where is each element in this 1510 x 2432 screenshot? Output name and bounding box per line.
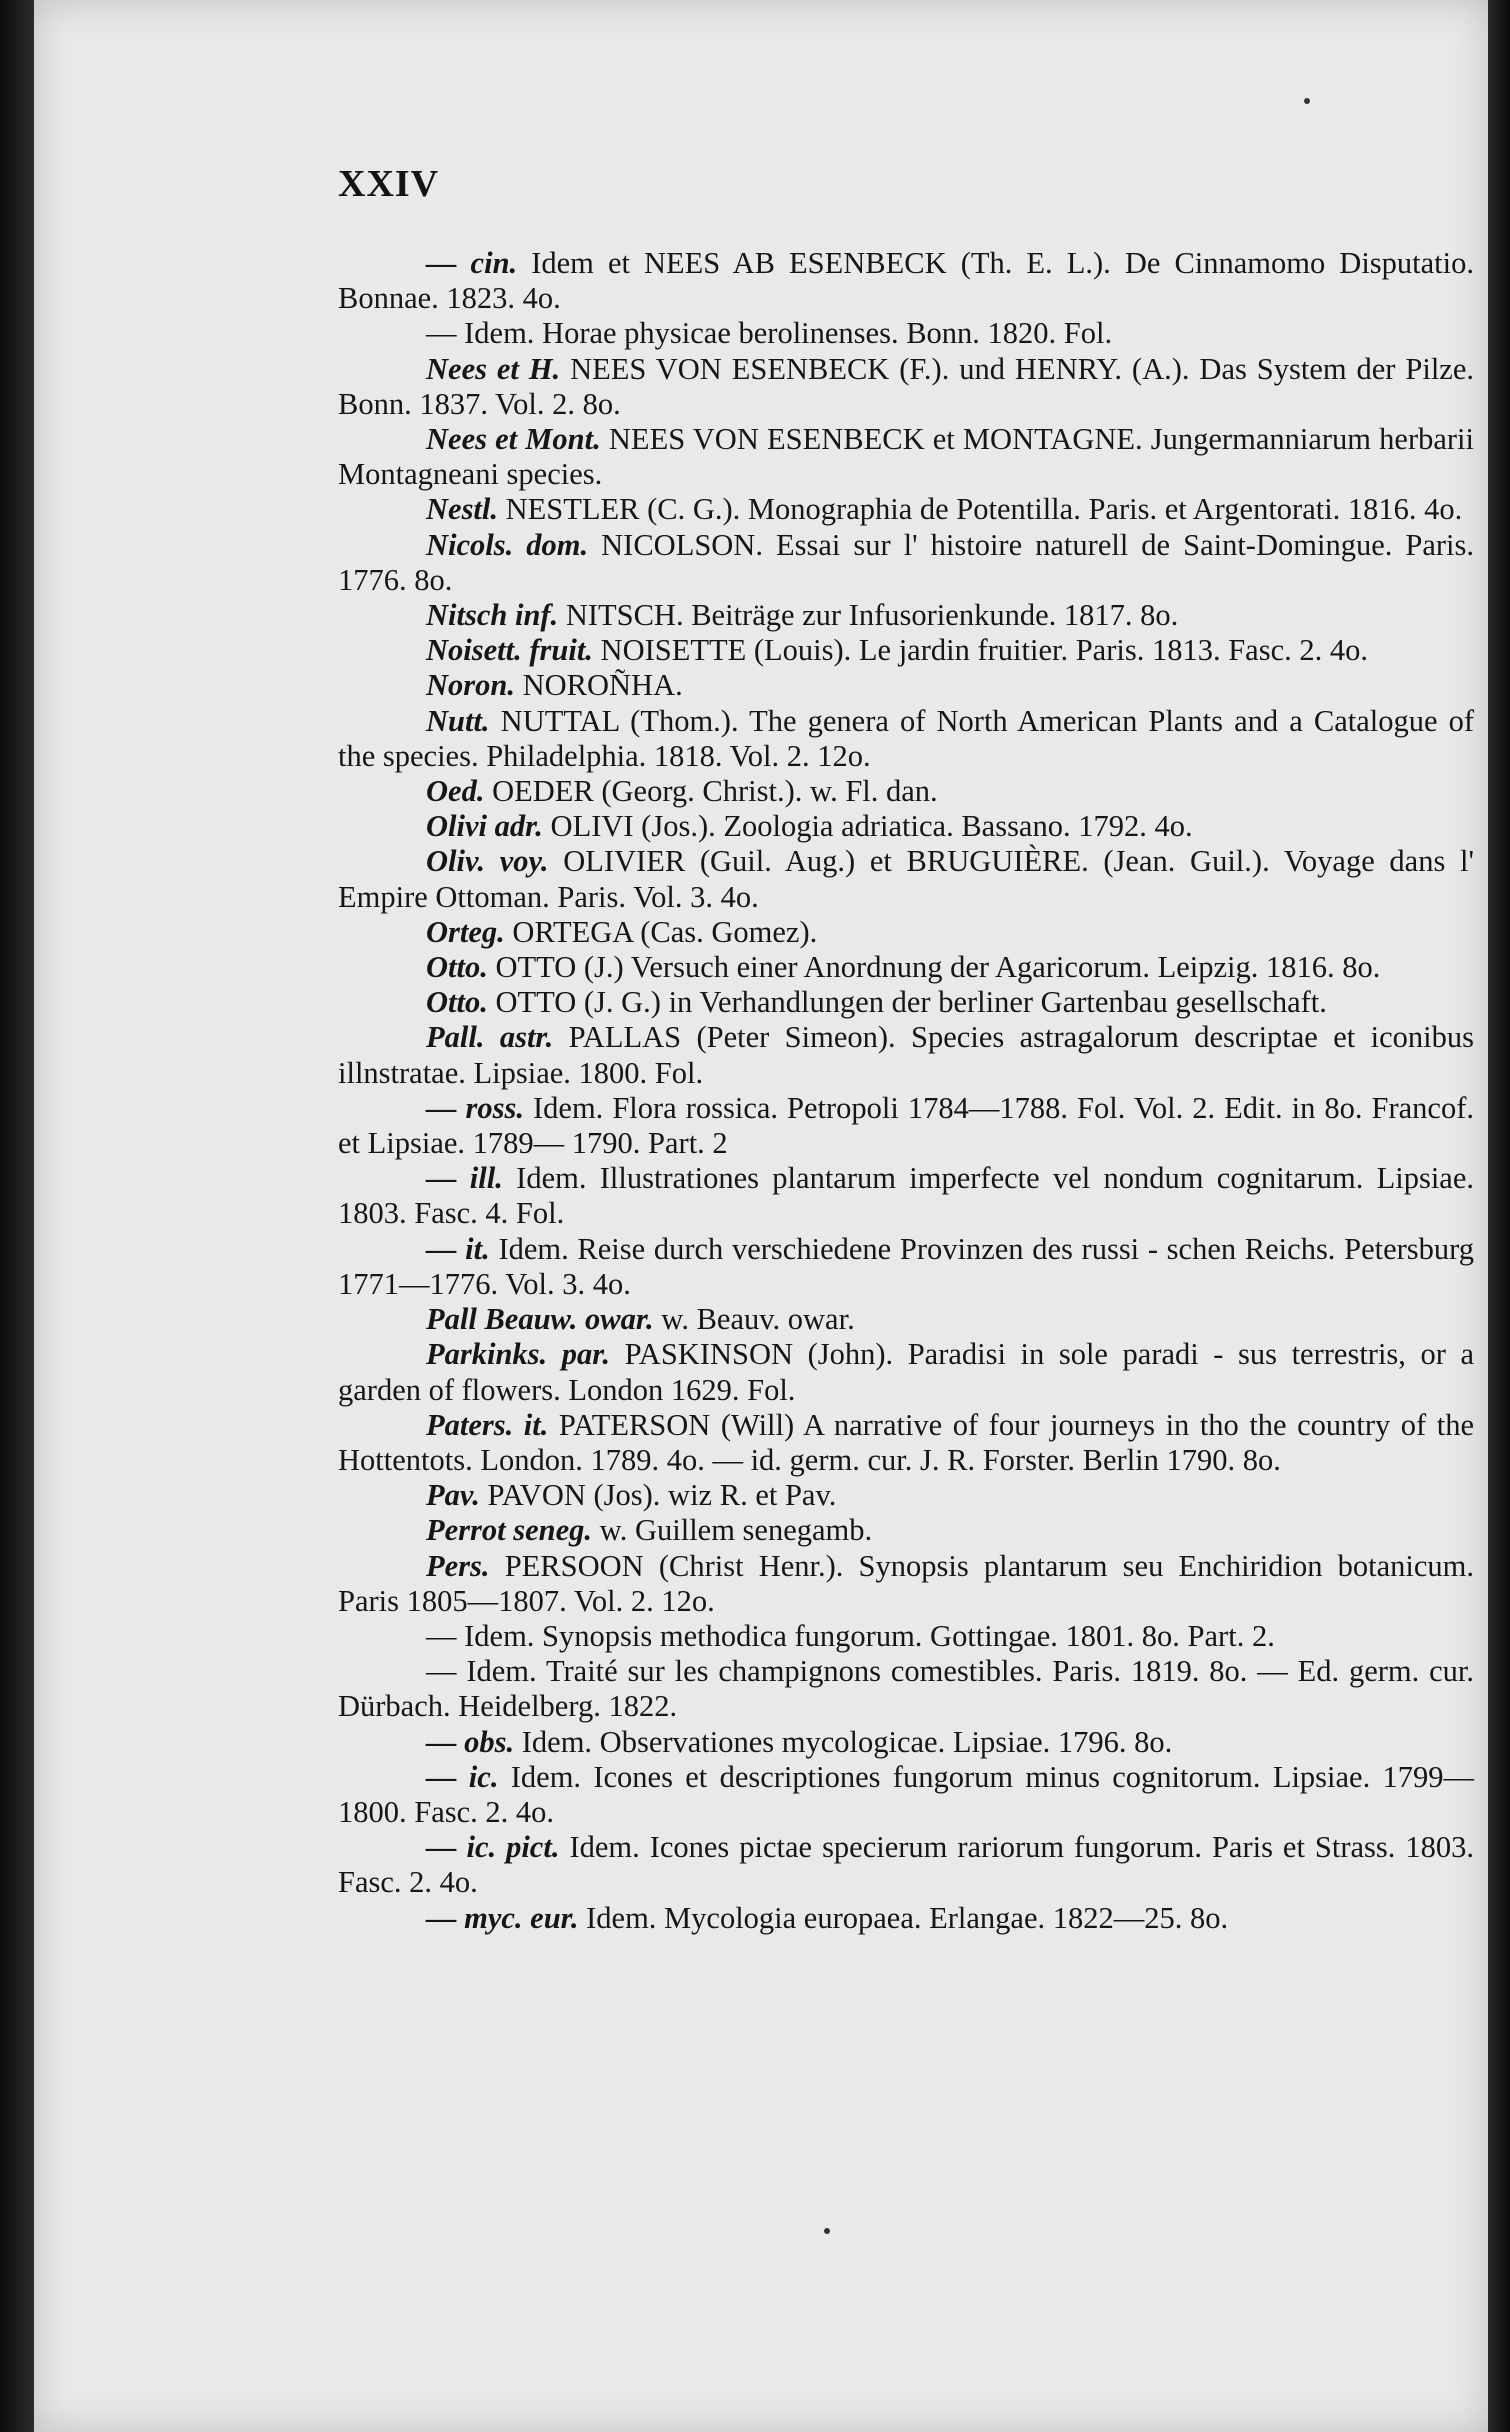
bibliography-entry (338, 1337, 1474, 1407)
entry-text: Idem et NEES AB ESENBECK (Th. E. L.). De Cinnamomo Disputatio. Bonnae. 1823. 4o. (338, 246, 1474, 316)
ink-speck (824, 2228, 830, 2234)
bibliography-entry (338, 633, 1474, 668)
entry-abbreviation: Nees et Mont. (426, 422, 601, 457)
entry-abbreviation: — ic. (426, 1759, 499, 1794)
bibliography-entry (338, 1161, 1474, 1231)
bibliography-entry (338, 985, 1474, 1020)
entry-text: w. Guillem senegamb. (599, 1513, 873, 1548)
entry-abbreviation: Oliv. voy. (426, 844, 549, 879)
entry-abbreviation: Pall. astr. (426, 1020, 554, 1055)
entry-abbreviation: Nicols. dom. (426, 527, 589, 562)
entry-abbreviation: Oed. (426, 774, 485, 809)
scan-edge-left (0, 0, 34, 2432)
bibliography-entry (338, 1619, 1474, 1654)
bibliography-entry (338, 668, 1474, 703)
entry-text: OEDER (Georg. Christ.). w. Fl. dan. (492, 774, 938, 809)
entry-text: Idem. Reise durch verschiedene Provinzen des russi - schen Reichs. Petersburg 1771—1776. Vol. 3. 4o. (338, 1231, 1475, 1301)
entry-text: PERSOON (Christ Henr.). Synopsis plantarum seu Enchiridion botanicum. Paris 1805—1807. Vol. 2. 12o. (338, 1548, 1475, 1618)
book-page (34, 0, 1488, 2432)
bibliography-entry (338, 1513, 1474, 1548)
entry-abbreviation: Perrot seneg. (426, 1513, 593, 1548)
entry-text: PATERSON (Will) A narrative of four journeys in tho the country of the Hottentots. London. 1789. 4o. — id. germ. cur. J. R. Forster. Berlin 1790. 8o. (338, 1407, 1474, 1477)
entry-abbreviation: — ill. (426, 1161, 503, 1196)
entry-text: NEES VON ESENBECK (F.). und HENRY. (A.). Das System der Pilze. Bonn. 1837. Vol. 2. 8o. (338, 351, 1474, 421)
bibliography-entry (338, 598, 1474, 633)
bibliography-entry (338, 1020, 1474, 1090)
bibliography-entry (338, 1549, 1474, 1619)
bibliography-entry (338, 1725, 1474, 1760)
entry-abbreviation: Pall Beauw. owar. (426, 1302, 654, 1337)
entry-abbreviation: Olivi adr. (426, 809, 543, 844)
entry-text: NUTTAL (Thom.). The genera of North American Plants and a Catalogue of the species. Philadelphia. 1818. Vol. 2. 12o. (338, 703, 1475, 773)
entry-text: Idem. Illustrationes plantarum imperfecte vel nondum cognitarum. Lipsiae. 1803. Fasc. 4. Fol. (338, 1161, 1475, 1231)
entry-abbreviation: Nestl. (426, 492, 499, 527)
entry-abbreviation: Noron. (426, 668, 515, 703)
entry-text: NITSCH. Beiträge zur Infusorienkunde. 1817. 8o. (565, 598, 1179, 633)
entry-text: NESTLER (C. G.). Monographia de Potentilla. Paris. et Argentorati. 1816. 4o. (505, 492, 1463, 527)
entry-abbreviation: — cin. (426, 246, 518, 280)
bibliography-entry (338, 352, 1474, 422)
entry-text: NEES VON ESENBECK et MONTAGNE. Jungermanniarum herbarii Montagneani species. (338, 422, 1474, 492)
entry-abbreviation: Nitsch inf. (426, 598, 559, 633)
bibliography-entry (338, 809, 1474, 844)
entry-abbreviation: — myc. eur. (426, 1900, 579, 1935)
entry-text: PASKINSON (John). Paradisi in sole paradi - sus terrestris, or a garden of flowers. London 1629. Fol. (338, 1337, 1474, 1407)
scan-edge-right (1488, 0, 1510, 2432)
entry-abbreviation: Nutt. (426, 703, 490, 738)
bibliography-entry (338, 1302, 1474, 1337)
bibliography-entry (338, 1901, 1474, 1936)
bibliography-entry (338, 1478, 1474, 1513)
bibliography-entry (338, 1654, 1474, 1724)
bibliography-entry (338, 704, 1474, 774)
entry-text: OTTO (J. G.) in Verhandlungen der berliner Gartenbau gesellschaft. (495, 985, 1327, 1020)
entry-text: Idem. Mycologia europaea. Erlangae. 1822—25. 8o. (586, 1900, 1229, 1935)
entry-abbreviation: — ross. (426, 1090, 524, 1125)
entry-text: w. Beauv. owar. (661, 1302, 855, 1337)
entry-text: — Idem. Horae physicae berolinenses. Bonn. 1820. Fol. (426, 316, 1113, 351)
entry-abbreviation: Paters. it. (426, 1407, 549, 1442)
bibliography-entry (338, 246, 1474, 316)
entry-abbreviation: Otto. (426, 950, 488, 985)
entry-text: NICOLSON. Essai sur l' histoire naturell de Saint-Domingue. Paris. 1776. 8o. (338, 527, 1474, 597)
entry-abbreviation: Parkinks. par. (426, 1337, 611, 1372)
entry-abbreviation: Noisett. fruit. (426, 633, 593, 668)
entry-abbreviation: Nees et H. (426, 351, 561, 386)
bibliography-entry (338, 528, 1474, 598)
entry-text: NOISETTE (Louis). Le jardin fruitier. Paris. 1813. Fasc. 2. 4o. (600, 633, 1368, 668)
entry-abbreviation: — ic. pict. (426, 1830, 560, 1865)
bibliography-entry (338, 1408, 1474, 1478)
bibliography-entry (338, 1830, 1474, 1900)
entry-text: NOROÑHA. (522, 668, 683, 703)
entry-text: — Idem. Synopsis methodica fungorum. Gottingae. 1801. 8o. Part. 2. (426, 1618, 1275, 1653)
bibliography-entry (338, 316, 1474, 351)
bibliography-entry (338, 1091, 1474, 1161)
entry-text: OLIVIER (Guil. Aug.) et BRUGUIÈRE. (Jean. Guil.). Voyage dans l' Empire Ottoman. Paris. Vol. 3. 4o. (338, 844, 1474, 914)
bibliography-entry (338, 774, 1474, 809)
entry-text: Idem. Icones et descriptiones fungorum minus cognitorum. Lipsiae. 1799—1800. Fasc. 2. 4o. (338, 1759, 1475, 1829)
entry-abbreviation: Pers. (426, 1548, 490, 1583)
bibliography-entry (338, 915, 1474, 950)
entry-text: OTTO (J.) Versuch einer Anordnung der Agaricorum. Leipzig. 1816. 8o. (495, 950, 1381, 985)
entry-text: PALLAS (Peter Simeon). Species astragalorum descriptae et iconibus illnstratae. Lipsiae. 1800. Fol. (338, 1020, 1474, 1090)
entry-abbreviation: — it. (426, 1231, 490, 1266)
bibliography-entry (338, 492, 1474, 527)
page-number: XXIV (338, 163, 440, 205)
bibliography-entry (338, 950, 1474, 985)
ink-speck (1304, 98, 1310, 104)
entry-abbreviation: Otto. (426, 985, 488, 1020)
entry-abbreviation: Pav. (426, 1478, 480, 1513)
entry-text: — Idem. Traité sur les champignons comestibles. Paris. 1819. 8o. — Ed. germ. cur. Dürbach. Heidelberg. 1822. (338, 1654, 1474, 1724)
entry-text: OLIVI (Jos.). Zoologia adriatica. Bassano. 1792. 4o. (550, 809, 1193, 844)
bibliography-list (338, 246, 1474, 1936)
entry-text: Idem. Observationes mycologicae. Lipsiae. 1796. 8o. (521, 1724, 1173, 1759)
entry-text: Idem. Icones pictae specierum rariorum fungorum. Paris et Strass. 1803. Fasc. 2. 4o. (338, 1830, 1475, 1900)
entry-abbreviation: — obs. (426, 1724, 515, 1759)
entry-text: PAVON (Jos). wiz R. et Pav. (487, 1478, 837, 1513)
entry-text: Idem. Flora rossica. Petropoli 1784—1788. Fol. Vol. 2. Edit. in 8o. Francof. et Lipsiae. 1789— 1790. Part. 2 (338, 1090, 1474, 1161)
bibliography-entry (338, 1760, 1474, 1830)
bibliography-entry (338, 844, 1474, 914)
entry-text: ORTEGA (Cas. Gomez). (512, 914, 818, 949)
bibliography-entry (338, 1232, 1474, 1302)
bibliography-entry (338, 422, 1474, 492)
entry-abbreviation: Orteg. (426, 914, 505, 949)
